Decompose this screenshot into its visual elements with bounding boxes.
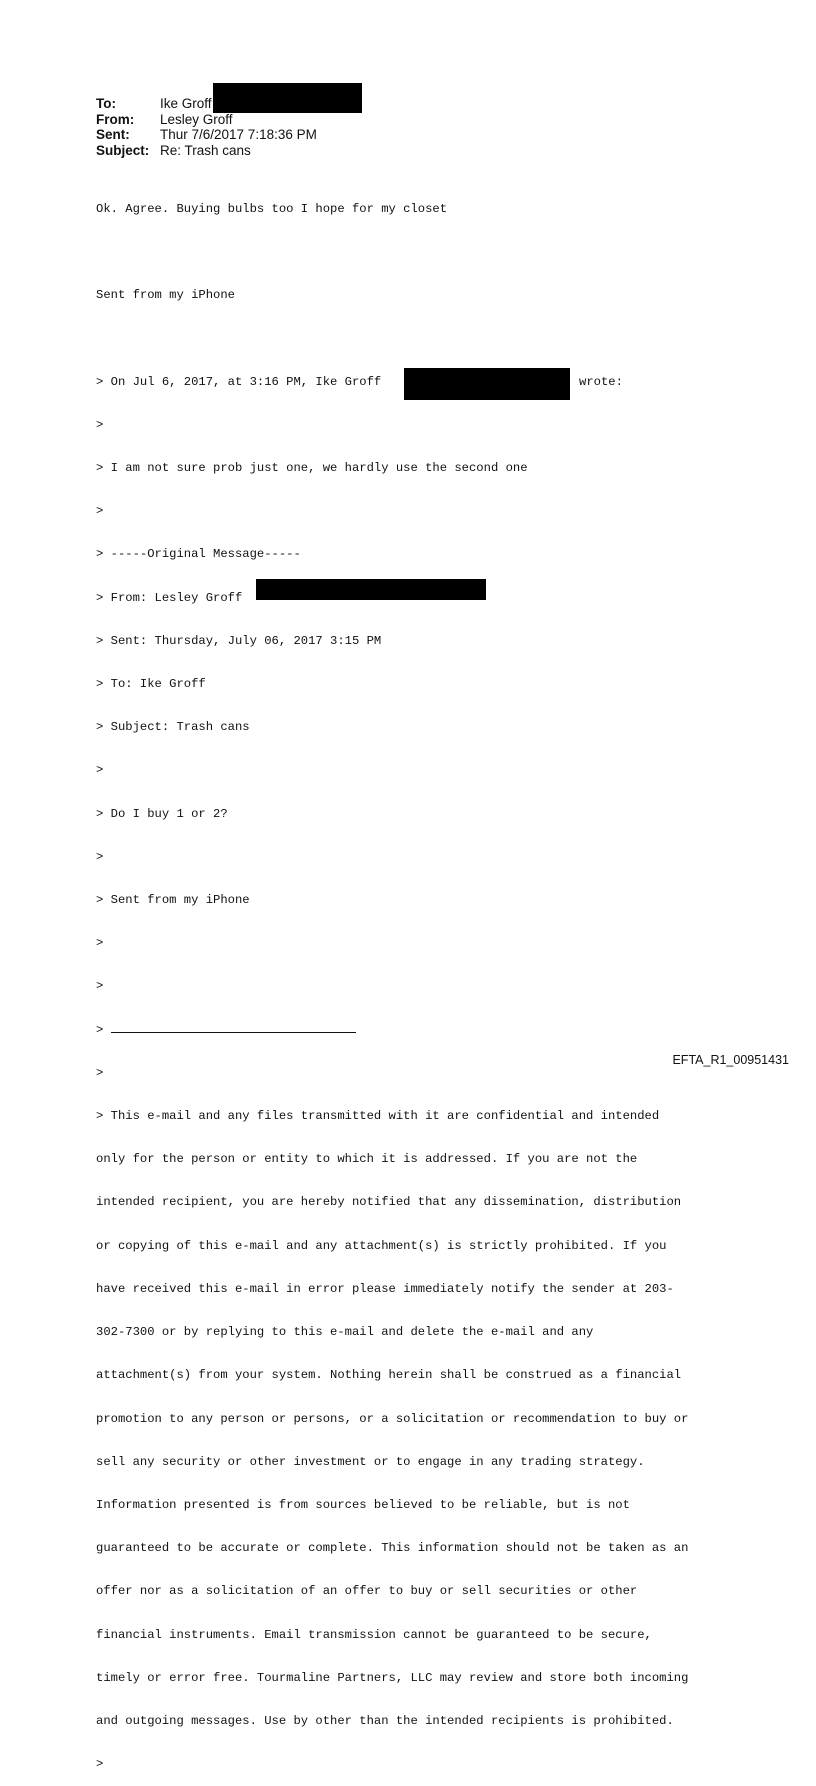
original-message-marker: > -----Original Message----- xyxy=(96,547,301,562)
email-header xyxy=(96,96,317,158)
subject-label: Subject: xyxy=(96,142,150,158)
quote-marker: > xyxy=(96,1065,104,1080)
disclaimer-line: and outgoing messages. Use by other than the intended recipients is prohibited. xyxy=(96,1713,674,1728)
disclaimer-line: only for the person or entity to which it is addressed. If you are not the xyxy=(96,1152,638,1167)
disclaimer-line: or copying of this e-mail and any attachment(s) is strictly prohibited. If you xyxy=(96,1238,667,1253)
orig-subject: > Subject: Trash cans xyxy=(96,720,250,735)
subject-value: Re: Trash cans xyxy=(160,142,251,158)
disclaimer-line: guaranteed to be accurate or complete. This information should not be taken as an xyxy=(96,1541,689,1556)
from-value: Lesley Groff xyxy=(160,111,233,127)
sent-label: Sent: xyxy=(96,127,130,142)
sent-value: Thur 7/6/2017 7:18:36 PM xyxy=(160,127,317,142)
redaction-box xyxy=(404,368,570,400)
orig-question: > Do I buy 1 or 2? xyxy=(96,806,228,821)
orig-signature: > Sent from my iPhone xyxy=(96,893,250,908)
quote-marker: > xyxy=(96,979,104,994)
disclaimer-line: > This e-mail and any files transmitted with it are confidential and intended xyxy=(96,1109,660,1124)
disclaimer-line: offer nor as a solicitation of an offer to buy or sell securities or other xyxy=(96,1584,638,1599)
disclaimer-line: sell any security or other investment or to engage in any trading strategy. xyxy=(96,1454,645,1469)
quoted-intro xyxy=(96,375,756,389)
quote-marker: > xyxy=(96,763,104,778)
quoted-reply: > I am not sure prob just one, we hardly use the second one xyxy=(96,461,528,476)
from-label: From: xyxy=(96,111,135,127)
separator-line: > xyxy=(96,1023,756,1037)
document-id: EFTA_R1_00951431 xyxy=(672,1053,789,1067)
to-name: Ike Groff xyxy=(160,96,212,111)
quote-marker: > xyxy=(96,849,104,864)
disclaimer-line: have received this e-mail in error please immediately notify the sender at 203- xyxy=(96,1281,674,1296)
disclaimer-line: 302-7300 or by replying to this e-mail and delete the e-mail and any xyxy=(96,1325,594,1340)
signature: Sent from my iPhone xyxy=(96,288,235,303)
subject-row xyxy=(96,143,317,159)
to-row xyxy=(96,96,317,112)
redaction-box xyxy=(213,83,362,113)
disclaimer-line: intended recipient, you are hereby notified that any dissemination, distribution xyxy=(96,1195,682,1210)
disclaimer-line: promotion to any person or persons, or a solicitation or recommendation to buy or xyxy=(96,1411,689,1426)
email-body xyxy=(96,173,756,1786)
disclaimer-line: timely or error free. Tourmaline Partners, LLC may review and store both incoming xyxy=(96,1670,689,1685)
to-label: To: xyxy=(96,96,116,111)
separator-rule xyxy=(111,1023,356,1033)
quoted-intro-prefix: > On Jul 6, 2017, at 3:16 PM, Ike Groff xyxy=(96,374,382,389)
quote-marker: > xyxy=(96,417,104,432)
disclaimer-line: financial instruments. Email transmission cannot be guaranteed to be secure, xyxy=(96,1627,652,1642)
disclaimer-line: Information presented is from sources believed to be reliable, but is not xyxy=(96,1497,630,1512)
orig-from xyxy=(96,591,756,605)
quote-marker: > xyxy=(96,504,104,519)
orig-from-text: > From: Lesley Groff xyxy=(96,590,243,605)
to-value xyxy=(160,96,212,112)
redaction-box xyxy=(256,579,486,600)
quote-marker: > xyxy=(96,936,104,951)
orig-to: > To: Ike Groff xyxy=(96,677,206,692)
disclaimer-line: attachment(s) from your system. Nothing herein shall be construed as a financial xyxy=(96,1368,682,1383)
quote-marker: > xyxy=(96,1757,104,1772)
orig-sent: > Sent: Thursday, July 06, 2017 3:15 PM xyxy=(96,633,382,648)
from-row xyxy=(96,112,317,128)
sent-row xyxy=(96,127,317,143)
reply-text: Ok. Agree. Buying bulbs too I hope for my closet xyxy=(96,201,448,216)
quoted-intro-suffix: wrote: xyxy=(579,374,623,389)
